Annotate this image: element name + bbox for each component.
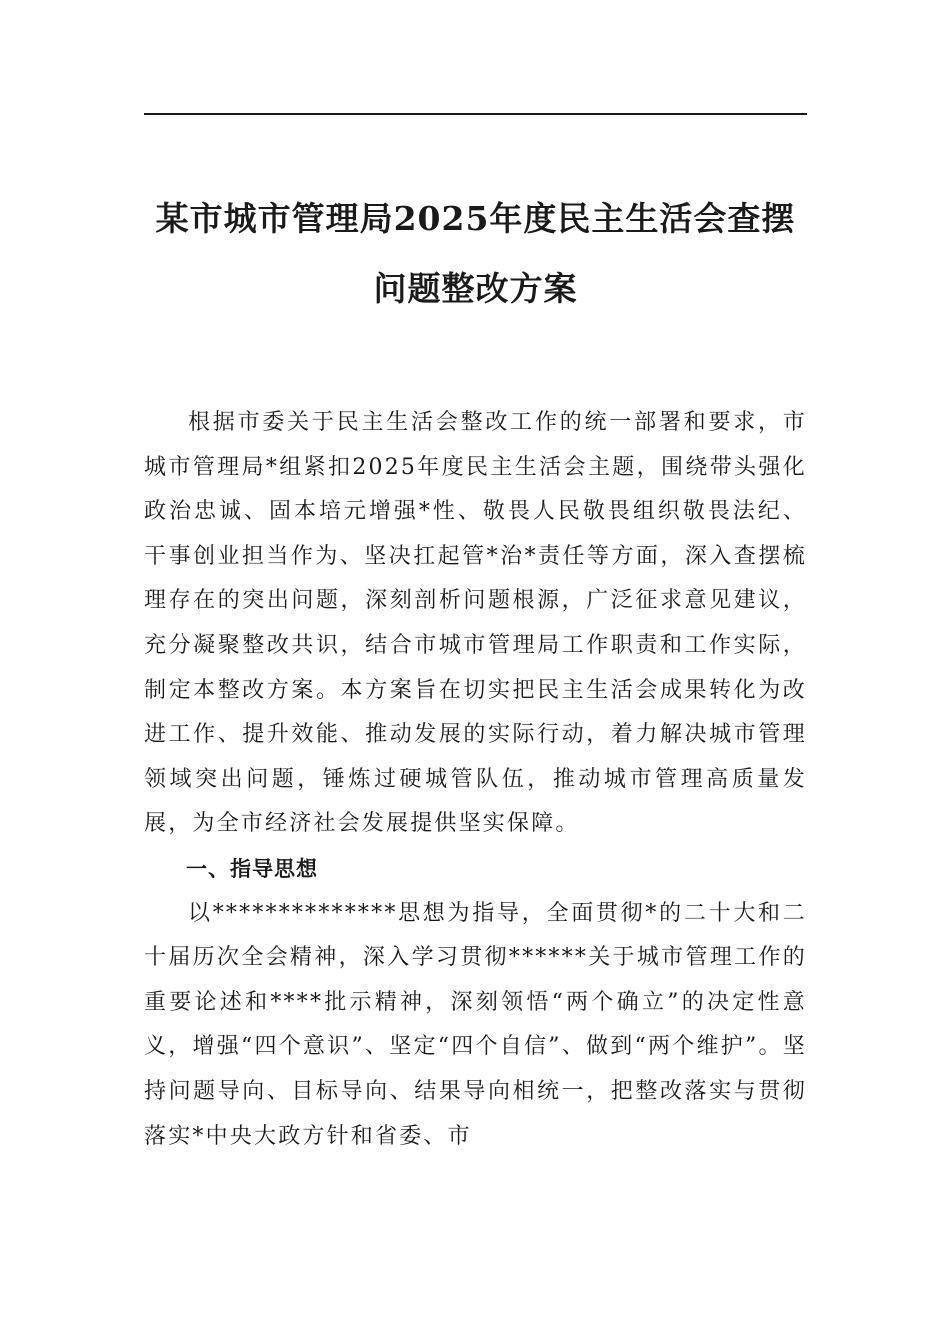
document-title-line-2: 问题整改方案 [373, 269, 578, 308]
document-title-line-1: 某市城市管理局2025年度民主生活会查摆 [155, 199, 796, 238]
header-rule [144, 113, 807, 115]
guiding-ideology-paragraph: 以**************思想为指导，全面贯彻*的二十大和二十届历次全会精神，深入学习贯彻******关于城市管理工作的重要论述和****批示精神，深刻领悟“两个确立”的决定性意义，增强“四个意识”、坚定“四个自信”、做到“两个维护”。坚持问题导向、目标导向、结果导向相统一，把整改落实与贯彻落实*中央大政方针和省委、市 [144, 900, 807, 1149]
document-body [144, 401, 807, 1159]
section-heading-guiding-ideology: 一、指导思想 [186, 856, 318, 881]
intro-paragraph: 根据市委关于民主生活会整改工作的统一部署和要求，市城市管理局*组紧扣2025年度民主生活会主题，围绕带头强化政治忠诚、固本培元增强*性、敬畏人民敬畏组织敬畏法纪、干事创业担当作为、坚决扛起管*治*责任等方面，深入查摆梳理存在的突出问题，深刻剖析问题根源，广泛征求意见建议，充分凝聚整改共识，结合市城市管理局工作职责和工作实际，制定本整改方案。本方案旨在切实把民主生活会成果转化为改进工作、提升效能、推动发展的实际行动，着力解决城市管理领域突出问题，锤炼过硬城管队伍，推动城市管理高质量发展，为全市经济社会发展提供坚实保障。 [144, 410, 807, 837]
